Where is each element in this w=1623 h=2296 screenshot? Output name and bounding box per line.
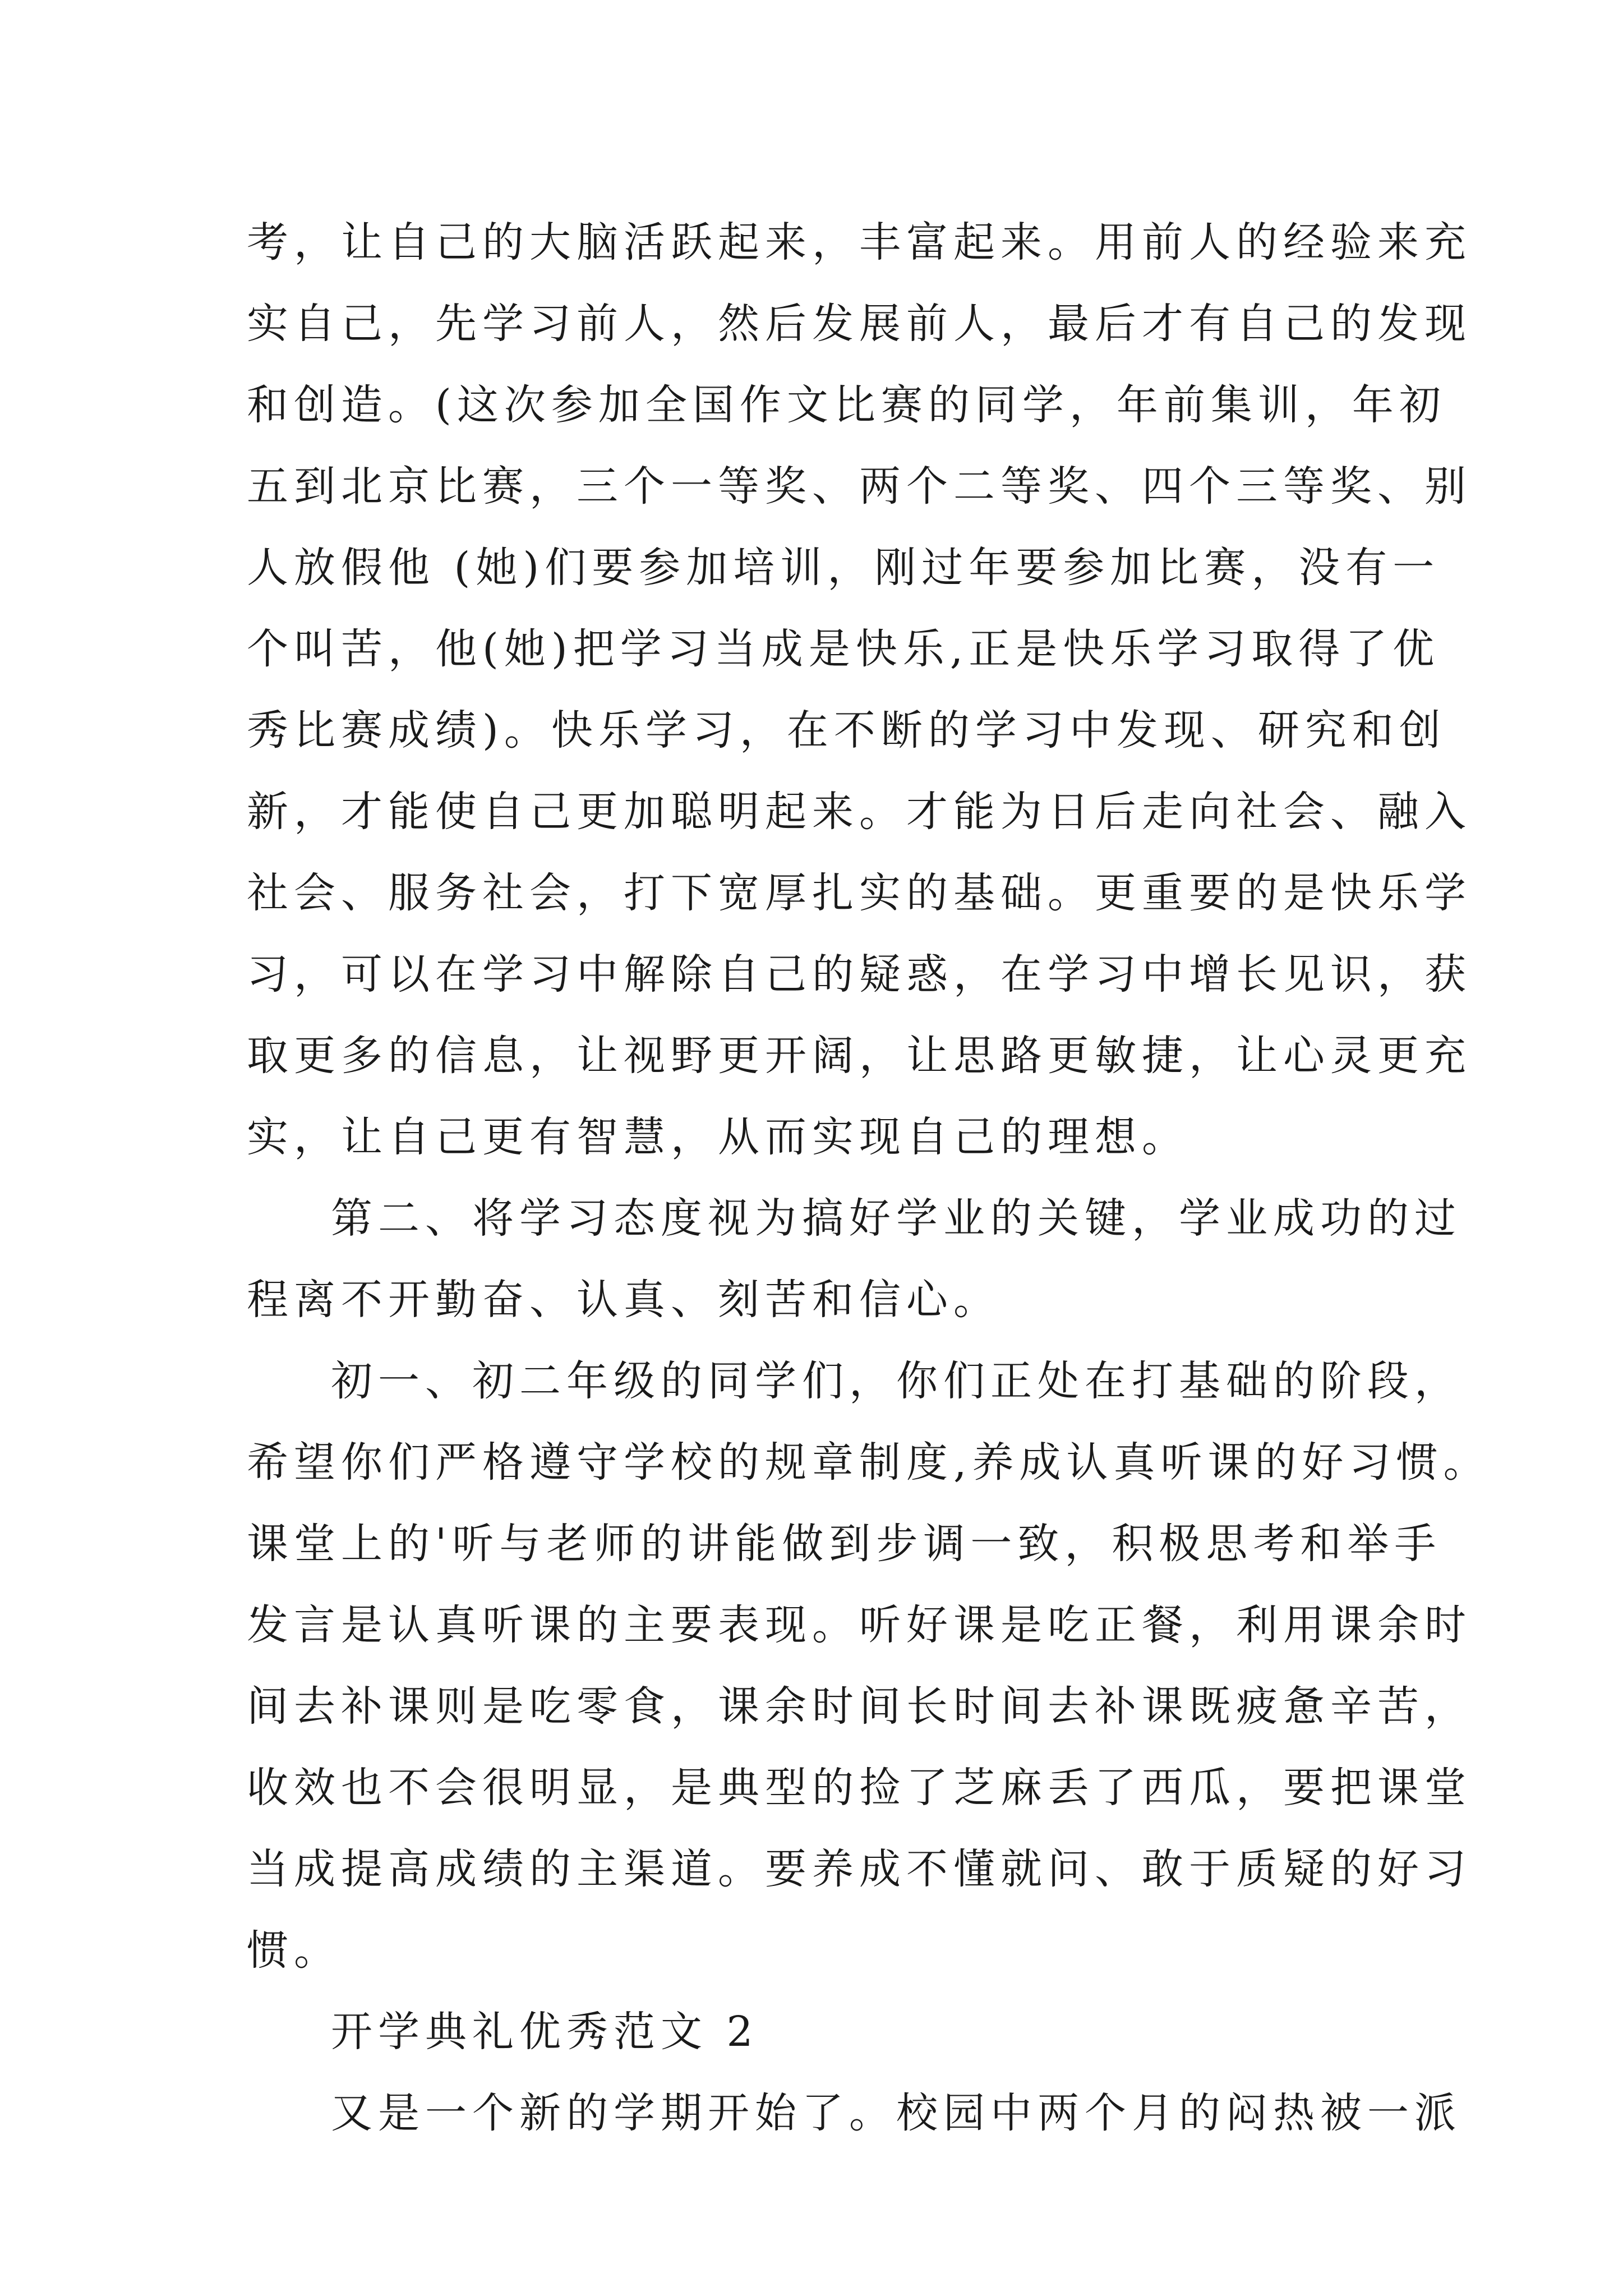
paragraph-start-line: 第二、将学习态度视为搞好学业的关键，学业成功的过 — [331, 1194, 1461, 1243]
paragraph-start-line: 初一、初二年级的同学们，你们正处在打基础的阶段， — [331, 1357, 1461, 1405]
text-line: 个叫苦，他(她)把学习当成是快乐,正是快乐学习取得了优 — [247, 625, 1440, 673]
text-line: 课堂上的'听与老师的讲能做到步调一致，积极思考和举手 — [247, 1520, 1442, 1568]
text-line: 希望你们严格遵守学校的规章制度,养成认真听课的好习惯。 — [247, 1438, 1491, 1487]
text-line: 间去补课则是吃零食，课余时间长时间去补课既疲惫辛苦， — [247, 1682, 1472, 1731]
text-line: 惯。 — [247, 1926, 341, 1975]
text-line: 实自己，先学习前人，然后发展前人，最后才有自己的发现 — [247, 300, 1472, 348]
text-line: 五到北京比赛，三个一等奖、两个二等奖、四个三等奖、别 — [247, 462, 1472, 510]
text-line: 当成提高成绩的主渠道。要养成不懂就问、敢于质疑的好习 — [247, 1845, 1472, 1893]
text-line: 实，让自己更有智慧，从而实现自己的理想。 — [247, 1113, 1189, 1161]
text-line: 程离不开勤奋、认真、刻苦和信心。 — [247, 1276, 1000, 1324]
text-line: 取更多的信息，让视野更开阔，让思路更敏捷，让心灵更充 — [247, 1032, 1472, 1080]
document-body — [247, 202, 1491, 2154]
text-line: 收效也不会很明显，是典型的捡了芝麻丢了西瓜，要把课堂 — [247, 1764, 1472, 1812]
text-line: 和创造。(这次参加全国作文比赛的同学，年前集训，年初 — [247, 381, 1446, 429]
text-line: 新，才能使自己更加聪明起来。才能为日后走向社会、融入 — [247, 788, 1472, 836]
text-line: 秀比赛成绩)。快乐学习，在不断的学习中发现、研究和创 — [247, 706, 1446, 754]
section-heading: 开学典礼优秀范文 2 — [331, 2008, 759, 2056]
text-line: 习，可以在学习中解除自己的疑惑，在学习中增长见识，获 — [247, 950, 1472, 999]
text-line: 考，让自己的大脑活跃起来，丰富起来。用前人的经验来充 — [247, 218, 1472, 266]
text-line: 人放假他 (她)们要参加培训，刚过年要参加比赛，没有一 — [247, 544, 1440, 592]
text-line: 社会、服务社会，打下宽厚扎实的基础。更重要的是快乐学 — [247, 869, 1472, 917]
text-line: 发言是认真听课的主要表现。听好课是吃正餐，利用课余时 — [247, 1601, 1472, 1649]
paragraph-start-line: 又是一个新的学期开始了。校园中两个月的闷热被一派 — [331, 2089, 1461, 2137]
